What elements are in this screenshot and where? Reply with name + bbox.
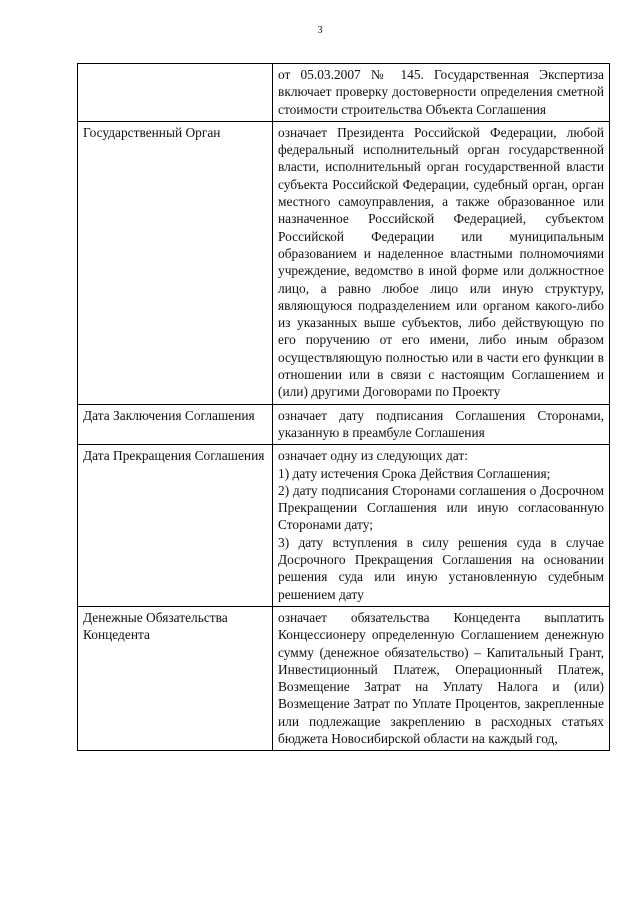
definition-text: означает дату подписания Соглашения Сторонами, указанную в преамбуле Соглашения [278, 407, 604, 440]
term-cell: Дата Заключения Соглашения [78, 404, 273, 445]
definition-cell [273, 404, 610, 445]
table-row [78, 121, 610, 404]
term-cell: Денежные Обязательства Концедента [78, 606, 273, 750]
table-row [78, 445, 610, 607]
definition-cell [273, 445, 610, 607]
definition-cell [273, 121, 610, 404]
table-row [78, 404, 610, 445]
page-number: 3 [317, 25, 323, 36]
definitions-table [77, 63, 610, 751]
definition-text: означает Президента Российской Федерации, любой федеральный исполнительный орган государственной власти, исполнительный орган государственной власти субъекта Российской Федерации, судебный орган, орган местного самоуправления, а также образованное или назначенное Российской Федерацией, субъектом Российской Федерации или муниципальным образованием и наделенное властными полномочиями учреждение, ведомство в иной форме или должностное лицо, а равно любое лицо или иную структуру, являющуюся подразделением или органом какого-либо из указанных выше субъектов, либо действующую по его поручению от его имени, либо иным образом осуществляющую полностью или в части его функции в отношении или в связи с настоящим Соглашением и (или) другими Договорами по Проекту [278, 124, 604, 400]
term-cell: Государственный Орган [78, 121, 273, 404]
definition-text: означает обязательства Концедента выплатить Концессионеру определенную Соглашением денежную сумму (денежное обязательство) – Капитальный Грант, Инвестиционный Платеж, Операционный Платеж, Возмещение Затрат на Уплату Налога и (или) Возмещение Затрат по Уплате Процентов, закрепленные или подлежащие закреплению в расходных статьях бюджета Новосибирской области на каждый год, [278, 609, 604, 746]
table-row [78, 64, 610, 122]
definition-list-item: 3) дату вступления в силу решения суда в случае Досрочного Прекращения Соглашения на основании решения суда или иную установленную судебным решением дату [278, 534, 604, 602]
definition-list-item: 1) дату истечения Срока Действия Соглашения; [278, 465, 551, 481]
term-cell: Дата Прекращения Соглашения [78, 445, 273, 607]
definition-cell [273, 64, 610, 122]
definition-text: от 05.03.2007 № 145. Государственная Экспертиза включает проверку достоверности определения сметной стоимости строительства Объекта Соглашения [278, 67, 604, 117]
definition-text: означает одну из следующих дат: [278, 448, 468, 464]
term-cell [78, 64, 273, 122]
definition-list-item: 2) дату подписания Сторонами соглашения о Досрочном Прекращении Соглашения или иную согласованную Сторонами дату; [278, 482, 604, 533]
definition-cell [273, 606, 610, 750]
table-row [78, 606, 610, 750]
